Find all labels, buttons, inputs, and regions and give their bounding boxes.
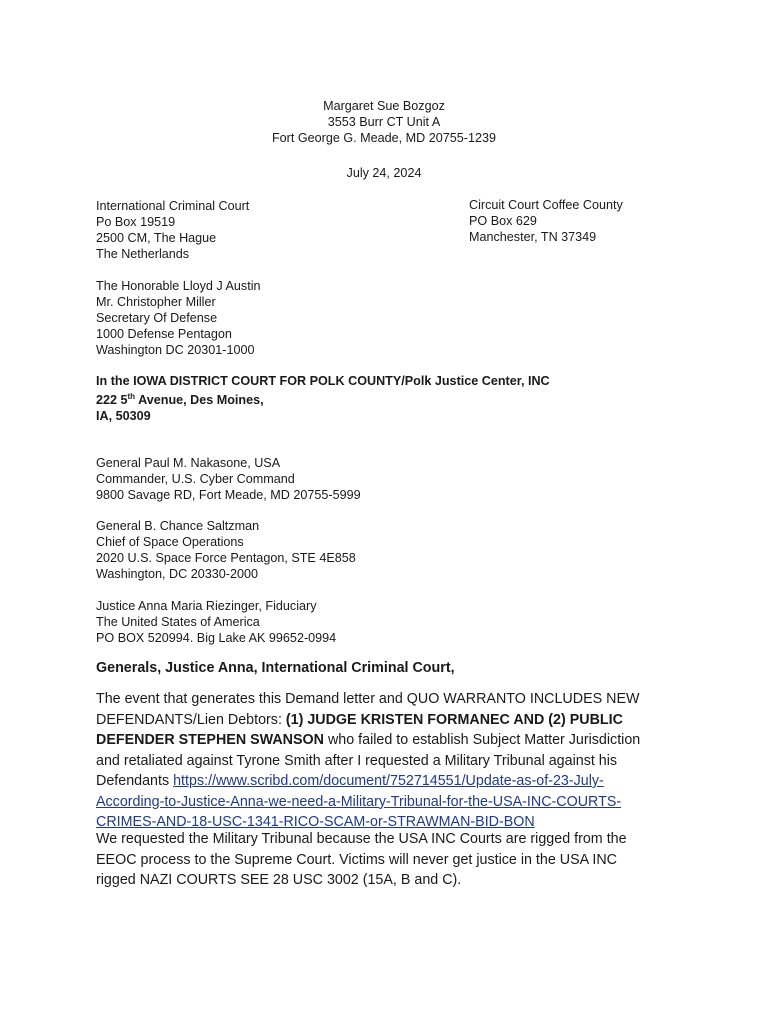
defendants-bold: (1) JUDGE KRISTEN FORMANEC AND (2) PUBLIC bbox=[285, 711, 623, 728]
paragraph-1 bbox=[96, 689, 686, 833]
address-nakasone bbox=[96, 455, 361, 503]
paragraph-line: EEOC process to the Supreme Court. Victims will never get justice in the USA INC bbox=[96, 851, 617, 868]
address-line: 222 5th Avenue, Des Moines, bbox=[96, 392, 264, 408]
paragraph-line: DEFENDER STEPHEN SWANSON who failed to establish Subject Matter Jurisdiction bbox=[96, 732, 641, 748]
paragraph-line bbox=[96, 792, 686, 813]
scribd-link[interactable]: According-to-Justice-Anna-we-need-a-Military-Tribunal-for-the-USA-INC-COURTS- bbox=[96, 793, 622, 810]
address-line: Washington, DC 20330-2000 bbox=[96, 567, 258, 581]
address-line: 2500 CM, The Hague bbox=[96, 231, 217, 245]
address-line: IA, 50309 bbox=[96, 409, 151, 424]
address-line: PO Box 629 bbox=[469, 214, 537, 228]
address-line: Chief of Space Operations bbox=[96, 535, 244, 549]
sender-address-line1: 3553 Burr CT Unit A bbox=[327, 115, 441, 129]
sender-address-line2: Fort George G. Meade, MD 20755-1239 bbox=[271, 131, 496, 145]
address-line: Circuit Court Coffee County bbox=[469, 198, 623, 212]
address-line: Mr. Christopher Miller bbox=[96, 295, 216, 309]
address-line: The Honorable Lloyd J Austin bbox=[96, 279, 261, 293]
address-line: 2020 U.S. Space Force Pentagon, STE 4E858 bbox=[96, 551, 356, 565]
address-line: Justice Anna Maria Riezinger, Fiduciary bbox=[96, 599, 317, 613]
address-iowa-court bbox=[96, 373, 550, 424]
paragraph-2 bbox=[96, 829, 686, 891]
address-line: International Criminal Court bbox=[96, 199, 250, 213]
address-line: The United States of America bbox=[96, 615, 260, 629]
paragraph-line: Defendants https://www.scribd.com/document/752714551/Update-as-of-23-July- bbox=[96, 773, 604, 789]
paragraph-line: and retaliated against Tyrone Smith after I requested a Military Tribunal against his bbox=[96, 752, 618, 769]
address-icc bbox=[96, 198, 249, 262]
address-line: Commander, U.S. Cyber Command bbox=[96, 472, 295, 486]
defendant-name-bold: DEFENDER STEPHEN SWANSON bbox=[96, 732, 324, 748]
address-line: PO BOX 520994. Big Lake AK 99652-0994 bbox=[96, 631, 337, 645]
address-austin bbox=[96, 278, 261, 358]
address-riezinger bbox=[96, 598, 336, 646]
address-line: In the IOWA DISTRICT COURT FOR POLK COUNTY/Polk Justice Center, INC bbox=[96, 374, 550, 388]
address-saltzman bbox=[96, 518, 356, 582]
paragraph-line: rigged NAZI COURTS SEE 28 USC 3002 (15A, B and C). bbox=[96, 872, 462, 888]
address-coffee-county bbox=[469, 197, 623, 245]
sender-header bbox=[0, 98, 768, 146]
letter-date: July 24, 2024 bbox=[346, 166, 422, 180]
sender-name: Margaret Sue Bozgoz bbox=[323, 99, 445, 113]
address-line: General B. Chance Saltzman bbox=[96, 519, 260, 533]
salutation: Generals, Justice Anna, International Criminal Court, bbox=[96, 660, 455, 676]
address-line: General Paul M. Nakasone, USA bbox=[96, 456, 281, 470]
address-line: Manchester, TN 37349 bbox=[469, 230, 597, 244]
scribd-link[interactable]: https://www.scribd.com/document/752714551/Update-as-of-23-July- bbox=[173, 773, 604, 789]
address-line: The Netherlands bbox=[96, 247, 190, 261]
paragraph-line: We requested the Military Tribunal because the USA INC Courts are rigged from the bbox=[96, 831, 627, 847]
paragraph-line: The event that generates this Demand letter and QUO WARRANTO INCLUDES NEW bbox=[96, 691, 640, 707]
scribd-link[interactable]: CRIMES-AND-18-USC-1341-RICO-SCAM-or-STRAWMAN-BID-BON bbox=[96, 814, 535, 830]
address-line: 1000 Defense Pentagon bbox=[96, 327, 232, 341]
paragraph-line: DEFENDANTS/Lien Debtors: (1) JUDGE KRISTEN FORMANEC AND (2) PUBLIC bbox=[96, 711, 623, 728]
address-line: Po Box 19519 bbox=[96, 215, 176, 229]
address-line: Secretary Of Defense bbox=[96, 311, 218, 325]
address-line: 9800 Savage RD, Fort Meade, MD 20755-5999 bbox=[96, 488, 361, 502]
address-line: Washington DC 20301-1000 bbox=[96, 343, 255, 357]
